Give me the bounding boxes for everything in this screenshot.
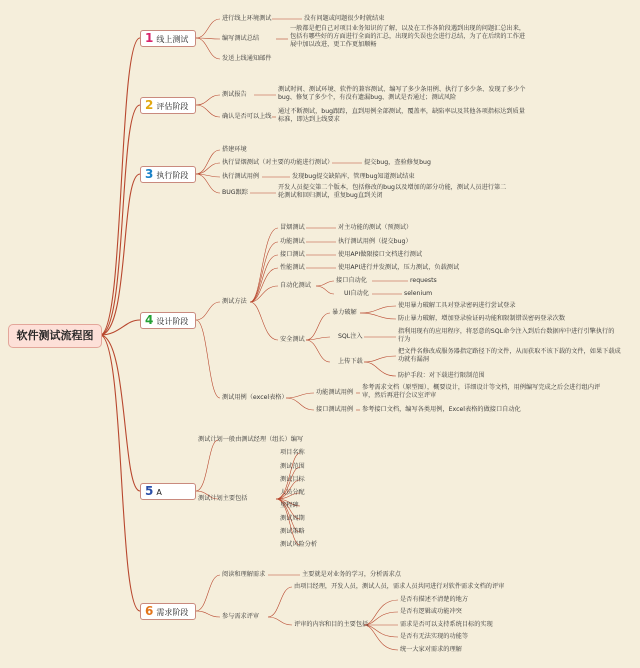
node-security[interactable]: 安全测试 [280,336,305,343]
review-item: 需求是否可以支持系统目标的实现 [400,621,493,628]
stage-number: 2 [145,98,154,112]
node-release-mail[interactable]: 发送上线通知邮件 [222,55,272,62]
leaf-upload-2: 防护手段：对下载进行限制范围 [398,372,485,379]
leaf-method-perf: 使用API进行并发测试，压力测试，负载测试 [338,264,460,271]
node-requirement-review[interactable]: 参与需求评审 [222,613,260,620]
node-api-automation[interactable]: 接口自动化 [336,277,367,284]
leaf-summary-desc: 一般都是把自己对项目业务知识的了解，以及在工作各阶段遇到出现的问题汇总出来，包括有哪些好的方面进行全面的汇总，出现的失误也会进行总结，为了在后续的工作进展中加以改进，更工作更加顺畅 [290,25,526,48]
plan-item: 测试周期 [280,515,305,522]
review-item: 是否有描述不清楚的地方 [400,596,469,603]
stage-label: 需求阶段 [156,608,189,617]
plan-item: 里程碑 [280,502,299,509]
leaf-review-participants: 由项目经理，开发人员，测试人员，需求人员共同进行对软件需求文档的评审 [294,583,505,590]
stage-node-6[interactable] [140,603,196,620]
leaf-read-requirements: 主要就是对业务的学习，分析需求点 [302,571,401,578]
node-method-functional[interactable]: 功能测试 [280,238,305,245]
stage-number: 5 [145,484,154,498]
plan-item: 测试范围 [280,463,305,470]
review-item: 统一大家对需求的理解 [400,646,462,653]
stage-number: 4 [145,313,154,327]
node-brute-force[interactable]: 暴力破解 [332,309,357,316]
stage-node-1[interactable] [140,30,196,47]
leaf-upload-1: 把文件名修改成服务器指定路径下的文件，从而获取不该下载的文件，如果下载成功就有漏洞 [398,348,621,363]
node-bug-tracking[interactable]: BUG跟踪 [222,189,248,196]
node-test-methods[interactable]: 测试方法 [222,298,247,305]
stage-node-5[interactable] [140,483,196,500]
node-sql-injection[interactable]: SQL注入 [338,333,363,340]
stage-label: 执行阶段 [156,171,189,180]
review-item: 是否有逻辑或功能冲突 [400,608,462,615]
stage-node-2[interactable] [140,97,196,114]
leaf-brute-2: 防止暴力破解，增加登录验证码功能和限制错误密码登录次数 [398,315,566,322]
node-review-contents[interactable]: 评审的内容和目的主要包括 [294,621,369,628]
leaf-brute-1: 使用暴力破解工具对登录密码进行尝试登录 [398,302,516,309]
plan-item: 项目名称 [280,449,305,456]
leaf-release-desc: 通过不断测试，bug跟踪，直到用例全部测试，覆盖率，缺陷率以及其他各项指标达到质量标准，即达到上线要求 [278,108,525,123]
leaf-bug-tracking-desc: 开发人员提交第二个版本，包括修改的bug以及增加的部分功能，测试人员进行第二轮测试和回归测试，重复bug直到关闭 [278,184,507,199]
node-online-test[interactable]: 进行线上环境测试 [222,15,272,22]
leaf-method-api: 使用API做限接口文档进行测试 [338,251,423,258]
node-plan-author[interactable]: 测试计划一般由测试经理（组长）编写 [198,436,304,443]
plan-item: 测试策略 [280,528,305,535]
stage-label: 评估阶段 [156,102,189,111]
plan-item: 测试风险分析 [280,541,318,548]
node-functional-cases[interactable]: 功能测试用例 [316,389,354,396]
stage-label: 线上测试 [156,35,189,44]
node-test-cases[interactable]: 测试用例（excel表格） [222,394,288,401]
stage-number: 6 [145,604,154,618]
node-smoke-test[interactable]: 执行冒烟测试（对主要的功能进行测试） [222,159,334,166]
node-plan-contents[interactable]: 测试计划主要包括 [198,495,248,502]
leaf-run-cases-desc: 发现bug提交缺陷库，管理bug知道测试结束 [292,173,415,180]
leaf-report-desc: 测试时间、测试环境、软件的兼容测试、编写了多少条用例、执行了多少条、发现了多少个bug、修复了多少个，有没有遗漏bug、测试是否通过；测试风险 [278,86,526,101]
leaf-method-smoke: 对主功能的测试（预测试） [338,224,413,231]
stage-number: 3 [145,167,154,181]
leaf-functional-cases: 参考需求文档（原型图），概要设计，详细设计等文档，用例编写完成之后会进行组内评审，然后再进行会议室评审 [362,384,601,399]
node-ui-automation[interactable]: UI自动化 [344,290,369,297]
node-upload-download[interactable]: 上传下载 [338,358,363,365]
stage-number: 1 [145,31,154,45]
plan-item: 人员分配 [280,489,305,496]
node-automation[interactable]: 自动化测试 [280,282,311,289]
node-write-summary[interactable]: 编写测试总结 [222,35,260,42]
leaf-sql-desc: 指利用现有的应用程序，将恶意的SQL命令注入到后台数据库中进行引擎执行的行为 [398,328,615,343]
leaf-online-test-end: 没有问题或问题很少时就结束 [304,15,385,22]
node-method-perf[interactable]: 性能测试 [280,264,305,271]
node-setup-env[interactable]: 搭建环境 [222,146,247,153]
stage-label: 设计阶段 [156,317,189,326]
node-run-cases[interactable]: 执行测试用例 [222,173,260,180]
stage-node-3[interactable] [140,166,196,183]
node-confirm-release[interactable]: 确认是否可以上线 [222,113,272,120]
node-api-cases[interactable]: 接口测试用例 [316,406,354,413]
leaf-smoke-desc: 提交bug，查验修复bug [364,159,431,166]
stage-label: A [156,488,162,497]
review-item: 是否有无法实现的功能等 [400,633,469,640]
plan-item: 测试目标 [280,476,305,483]
leaf-method-functional: 执行测试用例（提交bug） [338,238,412,245]
node-test-report[interactable]: 测试报告 [222,91,247,98]
root-node[interactable]: 软件测试流程图 [8,324,102,348]
leaf-api-tool: requests [410,277,437,284]
leaf-ui-tool: selenium [404,290,433,297]
node-method-api[interactable]: 接口测试 [280,251,305,258]
node-read-requirements[interactable]: 阅读和理解需求 [222,571,266,578]
stage-node-4[interactable] [140,312,196,329]
node-method-smoke[interactable]: 冒烟测试 [280,224,305,231]
leaf-api-cases: 参考接口文档，编写各类用例，Excel表格的做接口自动化 [362,406,521,413]
